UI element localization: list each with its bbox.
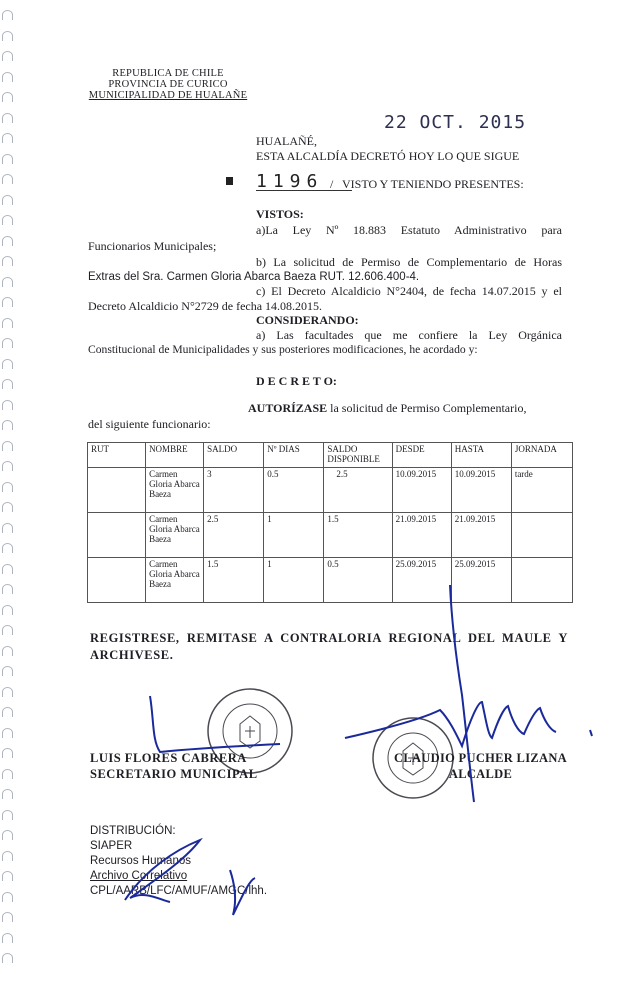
binder-hole (2, 359, 13, 369)
cell-nombre: Carmen Gloria Abarca Baeza (146, 513, 204, 558)
binder-hole (2, 871, 13, 881)
binder-hole (2, 420, 13, 430)
secretary-name: LUIS FLORES CABRERA (90, 751, 247, 765)
autorizase-line (248, 400, 526, 416)
cell-desde: 10.09.2015 (392, 468, 451, 513)
col-header: HASTA (451, 443, 511, 468)
autorizase-rest: la solicitud de Permiso Complementario, (327, 401, 527, 415)
binder-hole (2, 605, 13, 615)
mayor-title: ALCALDE (448, 767, 513, 781)
cell-dias: 1 (264, 513, 324, 558)
distribution-item: Archivo Correlativo (90, 870, 188, 882)
handwritten-signatures (140, 570, 610, 820)
binder-hole (2, 687, 13, 697)
binder-hole (2, 10, 13, 20)
mayor-name: CLAUDIO PUCHER LIZANA (394, 751, 567, 765)
cell-rut (88, 513, 146, 558)
binder-hole (2, 564, 13, 574)
col-header: DESDE (392, 443, 451, 468)
distribution-item: CPL/AARB/LFC/AMUF/AMGC/lhh. (90, 885, 268, 897)
cell-rut (88, 468, 146, 513)
binder-hole (2, 236, 13, 246)
binder-hole (2, 953, 13, 963)
cell-desde: 25.09.2015 (392, 558, 451, 603)
letterhead-municipality: MUNICIPALIDAD DE HUALAÑE (88, 90, 248, 101)
cell-hasta: 21.09.2015 (451, 513, 511, 558)
decree-number: 1196 (256, 171, 324, 192)
binder-hole (2, 338, 13, 348)
col-header: SALDO (204, 443, 264, 468)
binder-hole (2, 810, 13, 820)
binder-hole (2, 400, 13, 410)
cell-dias: 1 (264, 558, 324, 603)
binder-hole (2, 502, 13, 512)
binder-hole (2, 789, 13, 799)
considerando-a-line1: a) Las facultades que me confiere la Ley Orgánica (256, 328, 562, 342)
binder-hole (2, 584, 13, 594)
binder-hole (2, 543, 13, 553)
binder-hole (2, 379, 13, 389)
binder-hole (2, 318, 13, 328)
table-header-row (88, 443, 573, 468)
cell-saldo-disponible: 0.5 (324, 558, 392, 603)
binder-hole (2, 933, 13, 943)
binder-hole (2, 195, 13, 205)
decreto-title: D E C R E T O: (256, 374, 337, 388)
binder-hole (2, 277, 13, 287)
distribution-item: SIAPER (90, 840, 133, 852)
binder-hole (2, 113, 13, 123)
visto-label: VISTO Y TENIENDO PRESENTES: (342, 177, 524, 191)
binder-hole (2, 646, 13, 656)
vistos-b-line2: Extras del Sra. Carmen Gloria Abarca Baeza RUT. 12.606.400-4. (88, 271, 420, 283)
col-header: Nº DIAS (264, 443, 324, 468)
binder-hole (2, 769, 13, 779)
binder-hole (2, 748, 13, 758)
binder-hole (2, 912, 13, 922)
vistos-title: VISTOS: (256, 207, 304, 221)
binder-hole (2, 461, 13, 471)
autorizase-keyword: AUTORÍZASE (248, 401, 328, 415)
vistos-a-line1: a)La Ley Nº 18.883 Estatuto Administrativo para (256, 223, 562, 237)
cell-desde: 21.09.2015 (392, 513, 451, 558)
decree-slash: / (330, 177, 334, 191)
letterhead-province: PROVINCIA DE CURICO (108, 79, 228, 90)
binder-hole (2, 830, 13, 840)
vistos-c-line2: Decreto Alcaldicio N°2729 de fecha 14.08.2015. (88, 299, 323, 313)
decree-number-line (226, 171, 556, 193)
cell-saldo: 3 (204, 468, 264, 513)
date-stamp: 22 OCT. 2015 (384, 112, 527, 133)
binder-hole (2, 482, 13, 492)
vistos-a-line2: Funcionarios Municipales; (88, 239, 217, 253)
autorizase-line2: del siguiente funcionario: (88, 417, 211, 431)
stamp-mark (226, 177, 233, 185)
cell-saldo-disponible: 1.5 (324, 513, 392, 558)
binder-hole (2, 441, 13, 451)
distribution-title: DISTRIBUCIÓN: (90, 825, 176, 837)
binder-hole (2, 92, 13, 102)
cell-hasta: 10.09.2015 (451, 468, 511, 513)
binder-hole (2, 72, 13, 82)
secretary-title: SECRETARIO MUNICIPAL (90, 767, 258, 781)
cell-dias: 0.5 (264, 468, 324, 513)
binder-hole (2, 707, 13, 717)
cell-rut (88, 558, 146, 603)
binder-hole (2, 256, 13, 266)
binder-hole (2, 174, 13, 184)
col-header: RUT (88, 443, 146, 468)
binder-holes (2, 10, 16, 980)
initials-scribble (85, 830, 285, 920)
binder-hole (2, 728, 13, 738)
cell-jornada: tarde (511, 468, 572, 513)
registrese-line2: ARCHIVESE. (90, 648, 174, 662)
binder-hole (2, 51, 13, 61)
binder-hole (2, 297, 13, 307)
considerando-a-line2: Constitucional de Municipalidades y sus posteriores modificaciones, he acordado y: (88, 343, 478, 356)
cell-saldo: 2.5 (204, 513, 264, 558)
col-header: SALDO DISPONIBLE (324, 443, 392, 468)
letterhead (86, 68, 250, 101)
considerando-title: CONSIDERANDO: (256, 313, 359, 327)
binder-hole (2, 523, 13, 533)
cell-jornada (511, 513, 572, 558)
decree-intro: ESTA ALCALDÍA DECRETÓ HOY LO QUE SIGUE (256, 149, 520, 163)
cell-hasta: 25.09.2015 (451, 558, 511, 603)
distribution-item: Recursos Humanos (90, 855, 191, 867)
decree-number-underline (256, 190, 352, 191)
cell-nombre: Carmen Gloria Abarca Baeza (146, 558, 204, 603)
binder-hole (2, 851, 13, 861)
cell-saldo: 1.5 (204, 558, 264, 603)
place: HUALAÑÉ, (256, 134, 317, 148)
binder-hole (2, 666, 13, 676)
col-header: JORNADA (511, 443, 572, 468)
table-row (88, 468, 573, 513)
binder-hole (2, 625, 13, 635)
cell-nombre: Carmen Gloria Abarca Baeza (146, 468, 204, 513)
binder-hole (2, 154, 13, 164)
binder-hole (2, 133, 13, 143)
table-row (88, 513, 573, 558)
vistos-b-line1: b) La solicitud de Permiso de Complementario de Horas (256, 255, 562, 269)
binder-hole (2, 215, 13, 225)
cell-saldo-disponible: 2.5 (324, 468, 392, 513)
registrese-line1: REGISTRESE, REMITASE A CONTRALORIA REGIONAL DEL MAULE Y (90, 631, 568, 645)
col-header: NOMBRE (146, 443, 204, 468)
binder-hole (2, 892, 13, 902)
binder-hole (2, 31, 13, 41)
vistos-c-line1: c) El Decreto Alcaldicio N°2404, de fecha 14.07.2015 y el (256, 284, 562, 298)
letterhead-country: REPUBLICA DE CHILE (112, 68, 224, 79)
